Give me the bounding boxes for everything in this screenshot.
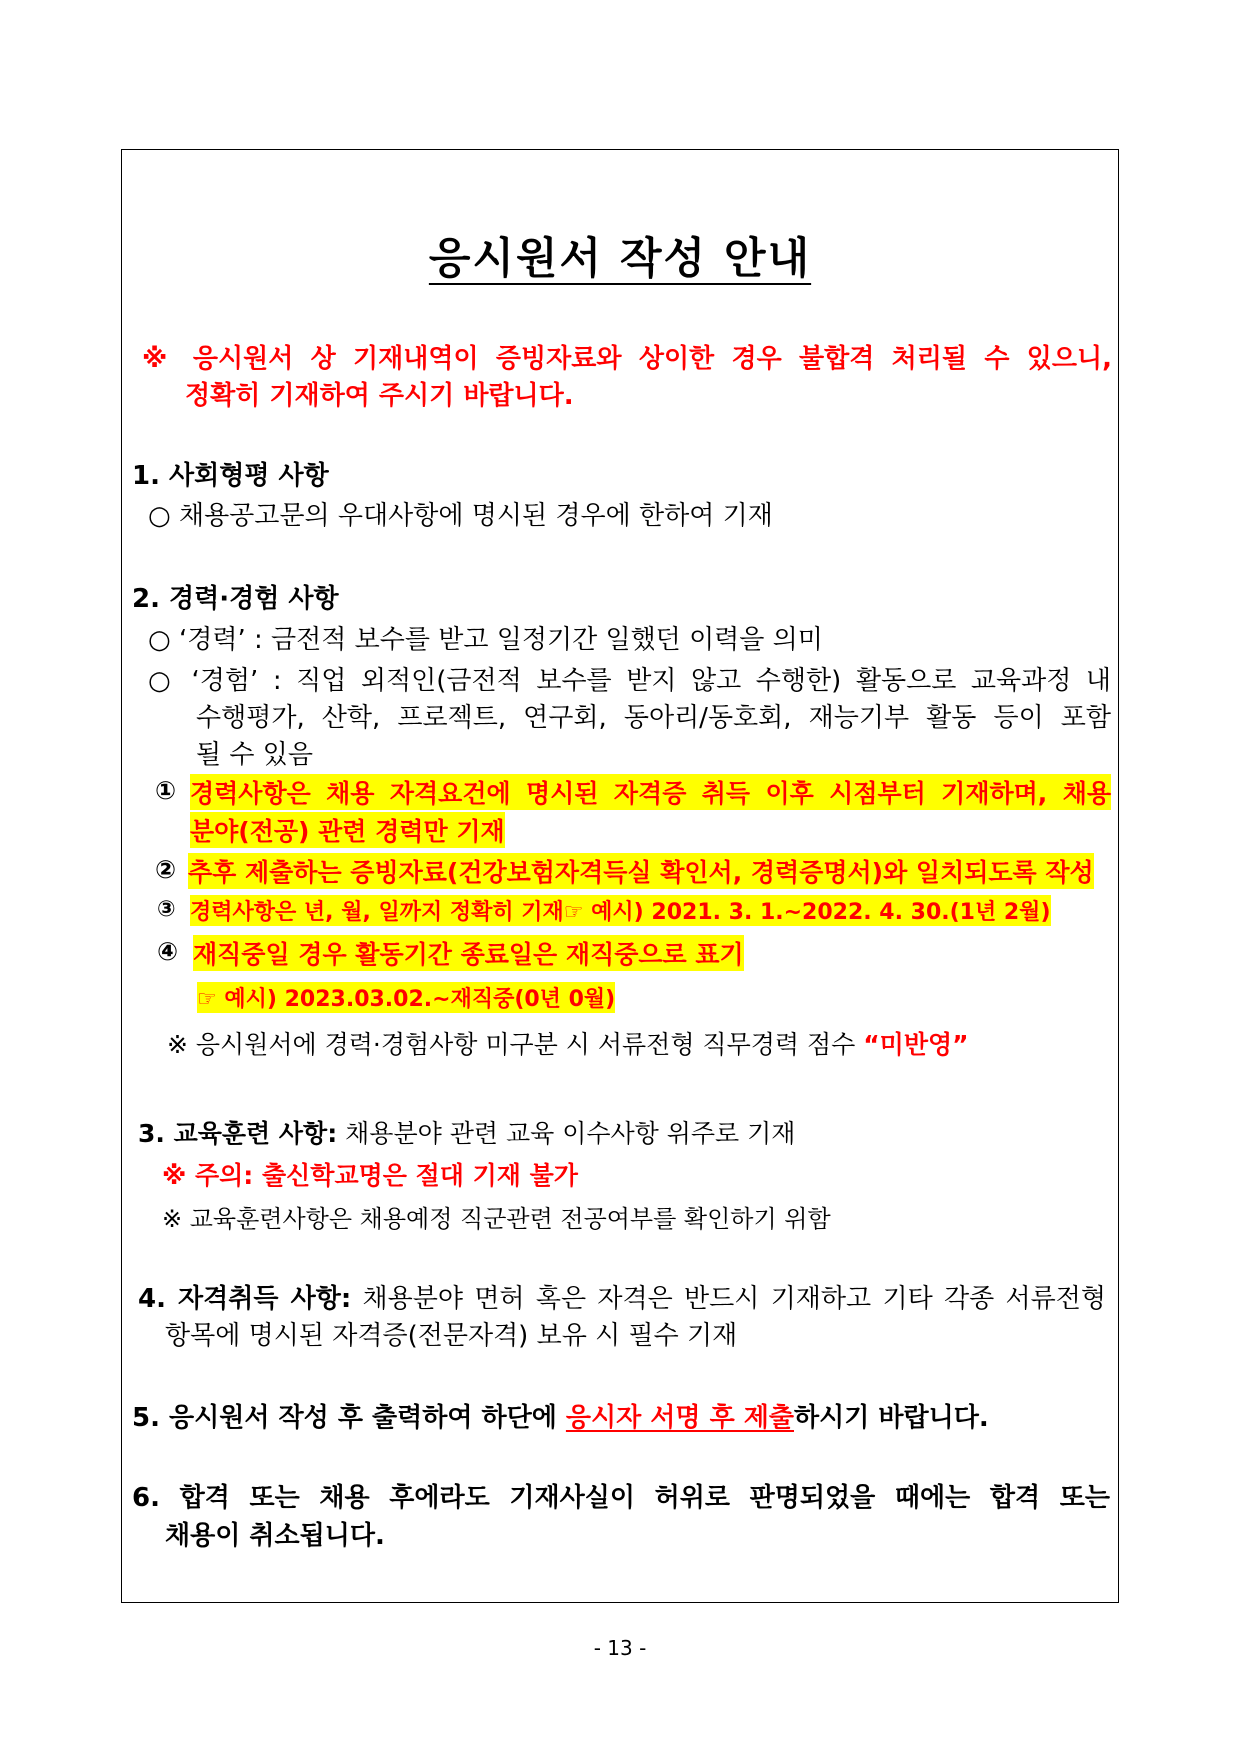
section2-remark-red: “미반영” bbox=[863, 1030, 969, 1059]
section4-line-1 bbox=[138, 1278, 1106, 1315]
page-title: 응시원서 작성 안내 bbox=[428, 234, 812, 284]
section3-note: ※ 교육훈련사항은 채용예정 직군관련 전공여부를 확인하기 위함 bbox=[162, 1205, 831, 1233]
note-3-marker: ③ bbox=[157, 897, 176, 922]
warning-line-1: ※ 응시원서 상 기재내역이 증빙자료와 상이한 경우 불합격 처리될 수 있으니, bbox=[142, 344, 1112, 374]
section4-heading: 4. 자격취득 사항: bbox=[138, 1284, 352, 1314]
note-2: 추후 제출하는 증빙자료(건강보험자격득실 확인서, 경력증명서)와 일치되도록 작성 bbox=[188, 853, 1094, 889]
section5 bbox=[132, 1397, 989, 1434]
page-number: - 13 - bbox=[593, 1636, 647, 1660]
note-4-marker: ④ bbox=[157, 937, 179, 966]
section3-text: 채용분야 관련 교육 이수사항 위주로 기재 bbox=[337, 1119, 796, 1148]
section2-item-career: ○ ‘경력’ : 금전적 보수를 받고 일정기간 일했던 이력을 의미 bbox=[148, 625, 823, 655]
note-4: 재직중일 경우 활동기간 종료일은 재직중으로 표기 bbox=[193, 935, 744, 971]
section2-item-experience-line-3: 될 수 있음 bbox=[196, 740, 313, 770]
section3-caution: ※ 주의: 출신학교명은 절대 기재 불가 bbox=[162, 1161, 578, 1190]
note-1-line-2: 분야(전공) 관련 경력만 기재 bbox=[190, 812, 505, 848]
section3-line bbox=[138, 1114, 795, 1150]
section4-text-1: 채용분야 면허 혹은 자격은 반드시 기재하고 기타 각종 서류전형 bbox=[351, 1284, 1106, 1314]
section5-red: 응시자 서명 후 제출 bbox=[565, 1403, 794, 1433]
section1-heading: 1. 사회형평 사항 bbox=[132, 461, 329, 491]
section3-heading: 3. 교육훈련 사항: bbox=[138, 1119, 338, 1148]
section2-item-experience-line-2: 수행평가, 산학, 프로젝트, 연구회, 동아리/동호회, 재능기부 활동 등이 포함 bbox=[196, 703, 1111, 733]
section6-line-1: 6. 합격 또는 채용 후에라도 기재사실이 허위로 판명되었을 때에는 합격 또는 bbox=[132, 1483, 1110, 1513]
section2-remark-text: ※ 응시원서에 경력·경험사항 미구분 시 서류전형 직무경력 점수 bbox=[167, 1030, 864, 1059]
section2-heading: 2. 경력·경험 사항 bbox=[132, 584, 339, 614]
section6-line-2: 채용이 취소됩니다. bbox=[165, 1521, 385, 1551]
section4-line-2: 항목에 명시된 자격증(전문자격) 보유 시 필수 기재 bbox=[165, 1321, 738, 1351]
section2-remark bbox=[167, 1025, 969, 1061]
section5-prefix: 5. 응시원서 작성 후 출력하여 하단에 bbox=[132, 1403, 566, 1433]
warning-line-2: 정확히 기재하여 주시기 바랍니다. bbox=[185, 381, 574, 411]
note-1-marker: ① bbox=[155, 776, 177, 805]
section5-suffix: 하시기 바랍니다. bbox=[794, 1403, 989, 1433]
section1-item: ○ 채용공고문의 우대사항에 명시된 경우에 한하여 기재 bbox=[148, 501, 773, 531]
note-2-marker: ② bbox=[155, 855, 177, 884]
note-3: 경력사항은 년, 월, 일까지 정확히 기재☞ 예시) 2021. 3. 1.~2022. 4. 30.(1년 2월) bbox=[190, 895, 1051, 926]
section2-item-experience-line-1: ○ ‘경험’ : 직업 외적인(금전적 보수를 받지 않고 수행한) 활동으로 교육과정 내 bbox=[148, 666, 1111, 696]
note-1-line-1: 경력사항은 채용 자격요건에 명시된 자격증 취득 이후 시점부터 기재하며, 채용 bbox=[190, 774, 1111, 810]
note-4-example: ☞ 예시) 2023.03.02.~재직중(0년 0월) bbox=[197, 982, 615, 1013]
